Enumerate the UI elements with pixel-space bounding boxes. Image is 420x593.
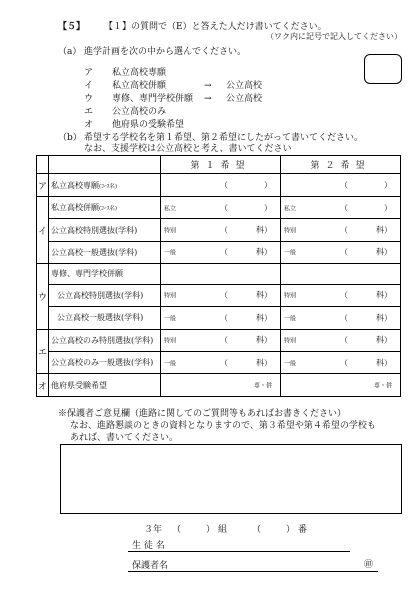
table-row	[37, 374, 401, 397]
second-choice-cell[interactable]	[281, 329, 401, 351]
paren-course: 科）	[376, 335, 392, 345]
paren-open: （	[340, 203, 348, 213]
guardian-name-label: 保護者名	[132, 561, 169, 571]
choice-letter: イ	[84, 81, 94, 91]
row-label: 公立高校特別選抜(学科)	[49, 219, 161, 241]
first-choice-cell[interactable]	[161, 374, 281, 397]
choice-e	[84, 104, 166, 117]
row-label: 公立高校のみ特別選抜(学科)	[49, 329, 161, 351]
first-choice-cell[interactable]	[161, 329, 281, 351]
prefix-general: 一般	[284, 249, 297, 257]
second-choice-cell[interactable]	[281, 241, 401, 263]
class-label: 組	[218, 525, 228, 535]
choice-letter: ウ	[84, 94, 94, 104]
part-a-label: （a）	[58, 47, 82, 57]
choice-text: 専修、専門学校併願	[112, 94, 194, 104]
table-row	[37, 329, 401, 351]
guardian-name-line[interactable]	[128, 571, 378, 572]
choice-target: 公立高校	[226, 94, 263, 104]
prefix-private: 私立	[284, 205, 297, 213]
paren-close: ）	[264, 180, 272, 190]
second-choice-cell[interactable]	[281, 219, 401, 241]
paren-open: （	[340, 358, 348, 368]
label-sub: (ｺｰｽ名)	[99, 206, 118, 213]
paren-course: 科）	[376, 313, 392, 323]
table-row	[37, 174, 401, 196]
table-row	[37, 196, 401, 218]
paren-close: ）	[206, 525, 216, 535]
prefix-general: 一般	[164, 360, 177, 368]
paren-course: 科）	[256, 313, 272, 323]
prefix-general: 一般	[164, 315, 177, 323]
arrow-icon: →	[204, 94, 212, 104]
row-label	[49, 174, 161, 196]
row-label	[49, 196, 161, 218]
table-header-row	[37, 156, 401, 174]
paren-course: 科）	[376, 290, 392, 300]
row-label: 公立高校一般選抜(学科)	[49, 241, 161, 263]
paren-course: 科）	[376, 247, 392, 257]
paren-course: 科）	[376, 358, 392, 368]
wish-type: 専・併	[373, 382, 392, 390]
first-choice-cell[interactable]	[161, 174, 281, 196]
prefix-special: 特別	[164, 292, 177, 300]
first-choice-cell[interactable]	[161, 284, 281, 306]
table-row	[37, 264, 401, 284]
prefix-special: 特別	[284, 337, 297, 345]
choice-letter: エ	[84, 107, 94, 117]
answer-note: （ワク内に記号で記入してください）	[266, 32, 402, 41]
label-text: 私立高校専願	[51, 180, 99, 190]
paren-course: 科）	[376, 225, 392, 235]
prefix-general: 一般	[284, 360, 297, 368]
table-row	[37, 241, 401, 263]
choice-target: 公立高校	[226, 81, 263, 91]
row-label: 公立高校のみ一般選抜(学科)	[49, 351, 161, 373]
choice-u	[84, 91, 262, 104]
paren-close: ）	[384, 203, 392, 213]
paren-open: （	[220, 180, 228, 190]
choice-letter: オ	[84, 120, 94, 130]
choice-i	[84, 78, 262, 91]
label-text: 私立高校併願	[51, 203, 99, 213]
paren-open: （	[340, 225, 348, 235]
wish-type: 専・併	[253, 382, 272, 390]
choice-text: 他府県の受験希望	[112, 120, 185, 130]
first-choice-cell[interactable]	[161, 307, 281, 329]
prefix-special: 特別	[164, 227, 177, 235]
paren-open: （	[252, 525, 262, 535]
paren-course: 科）	[256, 225, 272, 235]
paren-course: 科）	[256, 247, 272, 257]
part-b-label: （b）	[58, 133, 82, 143]
row-label: 公立高校特別選抜(学科)	[49, 284, 161, 306]
school-choice-table	[36, 155, 401, 397]
first-choice-cell[interactable]	[161, 219, 281, 241]
choice-text: 私立高校併願	[112, 81, 167, 91]
choice-text: 私立高校専願	[112, 68, 167, 78]
row-mark: エ	[37, 329, 49, 374]
second-choice-cell[interactable]	[281, 264, 401, 284]
row-mark: ウ	[37, 264, 49, 329]
paren-course: 科）	[256, 358, 272, 368]
paren-open: （	[220, 313, 228, 323]
second-choice-cell[interactable]	[281, 196, 401, 218]
student-name-label: 生 徒 名	[132, 541, 165, 551]
first-choice-cell[interactable]	[161, 264, 281, 284]
paren-open: （	[172, 525, 182, 535]
paren-open: （	[340, 247, 348, 257]
second-choice-cell[interactable]	[281, 174, 401, 196]
first-choice-header: 第１希望	[161, 156, 281, 174]
table-header-blank	[37, 156, 49, 174]
paren-open: （	[220, 358, 228, 368]
paren-course: 科）	[256, 290, 272, 300]
number-label: 番	[298, 525, 308, 535]
choice-text: 公立高校のみ	[112, 107, 167, 117]
student-name-line[interactable]	[128, 551, 350, 552]
table-row	[37, 219, 401, 241]
first-choice-cell[interactable]	[161, 196, 281, 218]
second-choice-cell[interactable]	[281, 284, 401, 306]
comment-title: ※保護者ご意見欄（進路に関してのご質問等もあればお書きください）	[58, 409, 347, 419]
second-choice-cell[interactable]	[281, 374, 401, 397]
comment-line2: なお、進路懇談のときの資料となりますので、第３希望や第４希望の学校も	[70, 421, 376, 431]
table-row	[37, 307, 401, 329]
prefix-general: 一般	[284, 315, 297, 323]
second-choice-cell[interactable]	[281, 351, 401, 373]
paren-open: （	[220, 225, 228, 235]
question-text: 【１】の質問で（E）と答えた人だけ書いてください。	[104, 22, 327, 32]
paren-close: ）	[264, 203, 272, 213]
arrow-icon: →	[204, 81, 212, 91]
row-mark: オ	[37, 374, 49, 397]
prefix-special: 特別	[284, 227, 297, 235]
paren-open: （	[340, 335, 348, 345]
prefix-special: 特別	[284, 292, 297, 300]
first-choice-cell[interactable]	[161, 241, 281, 263]
part-b-line2: なお、支援学校は公立高校と考え、書いてください	[84, 144, 292, 154]
paren-open: （	[220, 290, 228, 300]
second-choice-cell[interactable]	[281, 307, 401, 329]
paren-open: （	[340, 290, 348, 300]
table-row	[37, 351, 401, 373]
paren-course: 科）	[256, 335, 272, 345]
guardian-comment-box[interactable]	[60, 444, 402, 514]
second-choice-header: 第２希望	[281, 156, 401, 174]
prefix-special: 特別	[164, 337, 177, 345]
part-b-line1: 希望する学校名を第１希望、第２希望にしたがって書いてください。	[84, 133, 364, 143]
prefix-private: 私立	[164, 205, 177, 213]
comment-line3: あれば、書いてください。	[70, 433, 179, 443]
row-label: 他府県受験希望	[49, 374, 161, 397]
paren-open: （	[340, 313, 348, 323]
choice-letter: ア	[84, 68, 94, 78]
table-row	[37, 284, 401, 306]
paren-open: （	[340, 180, 348, 190]
paren-close: ）	[286, 525, 296, 535]
answer-box[interactable]	[364, 54, 402, 84]
paren-open: （	[220, 335, 228, 345]
section-number: 【５】	[58, 22, 86, 32]
choice-a	[84, 65, 166, 78]
row-label: 専修、専門学校併願	[49, 264, 161, 284]
first-choice-cell[interactable]	[161, 351, 281, 373]
paren-close: ）	[384, 180, 392, 190]
choice-o	[84, 117, 184, 130]
prefix-general: 一般	[164, 249, 177, 257]
part-a-instruction: 進学計画を次の中から選んでください。	[84, 47, 247, 57]
row-mark: ア	[37, 174, 49, 196]
label-sub: (ｺｰｽ名)	[99, 183, 118, 190]
grade-label: ３年	[144, 525, 163, 535]
row-label: 公立高校一般選抜(学科)	[49, 307, 161, 329]
seal-icon: ㊞	[364, 560, 374, 570]
table-header-blank	[49, 156, 161, 174]
row-mark: イ	[37, 196, 49, 263]
paren-open: （	[220, 203, 228, 213]
paren-open: （	[220, 247, 228, 257]
